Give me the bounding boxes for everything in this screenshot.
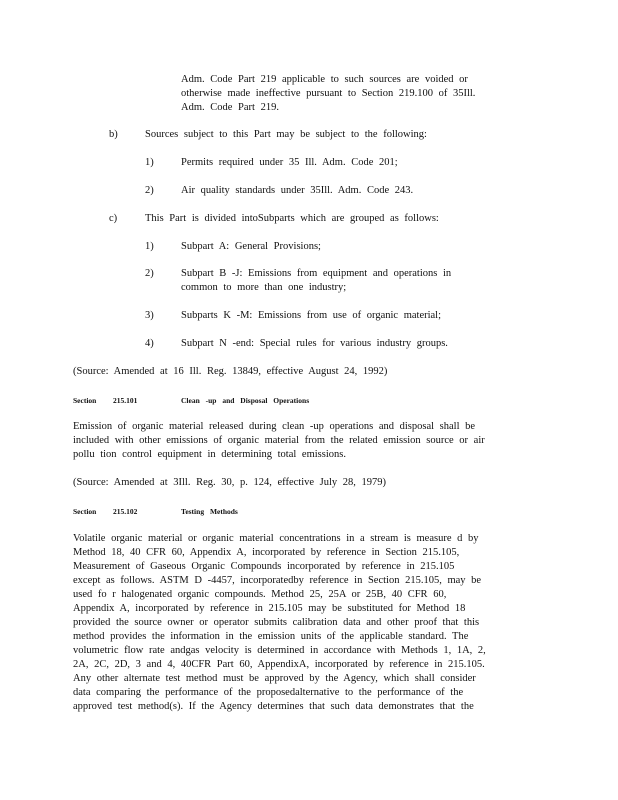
subitem-text: Permits required under 35 Ill. Adm. Code 201; <box>181 157 398 168</box>
item-b-text: Sources subject to this Part may be subject to the following: <box>145 129 427 140</box>
subitem-number: 2) <box>145 185 154 196</box>
paragraph-line: data comparing the performance of the proposedalternative to the performance of the <box>73 687 464 698</box>
paragraph-line: volumetric flow rate andgas velocity is determined in accordance with Methods 1, 1A, 2, <box>73 645 486 656</box>
subitem-number: 1) <box>145 241 154 252</box>
item-marker-b: b) <box>109 129 118 140</box>
paragraph-line: Any other alternate test method must be approved by the Agency, which shall consider <box>73 673 476 684</box>
subitem-text: Subpart B -J: Emissions from equipment and operations in <box>181 268 452 279</box>
paragraph-line: 2A, 2C, 2D, 3 and 4, 40CFR Part 60, AppendixA, incorporated by reference in 215.105. <box>73 659 485 670</box>
paragraph-line: Appendix A, incorporated by reference in 215.105 may be substituted for Method 18 <box>73 603 466 614</box>
section-label: Section <box>73 396 97 405</box>
item-c-text: This Part is divided intoSubparts which are grouped as follows: <box>145 213 439 224</box>
section-title: Testing Methods <box>181 507 238 516</box>
subitem-number: 4) <box>145 338 154 349</box>
paragraph-line: Method 18, 40 CFR 60, Appendix A, incorporated by reference in Section 215.105, <box>73 547 460 558</box>
subitem-number: 1) <box>145 157 154 168</box>
subitem-number: 2) <box>145 268 154 279</box>
paragraph-line: included with other emissions of organic material from the related emission source or air <box>73 435 485 446</box>
section-number: 215.101 <box>113 396 138 405</box>
paragraph-line: approved test method(s). If the Agency determines that such data demonstrates that the <box>73 701 474 712</box>
paragraph-line: pollu tion control equipment in determining total emissions. <box>73 449 346 460</box>
paragraph-line: Volatile organic material or organic material concentrations in a stream is measure d by <box>73 533 479 544</box>
continuation-line: otherwise made ineffective pursuant to Section 219.100 of 35Ill. <box>181 88 476 99</box>
continuation-line: Adm. Code Part 219. <box>181 102 279 113</box>
subitem-number: 3) <box>145 310 154 321</box>
item-marker-c: c) <box>109 213 118 224</box>
paragraph-line: method provides the information in the emission units of the applicable standard. The <box>73 631 469 642</box>
source-note: (Source: Amended at 16 Ill. Reg. 13849, effective August 24, 1992) <box>73 366 388 377</box>
section-number: 215.102 <box>113 507 138 516</box>
paragraph-line: Emission of organic material released during clean -up operations and disposal shall be <box>73 421 476 432</box>
paragraph-line: except as follows. ASTM D -4457, incorporatedby reference in Section 215.105, may be <box>73 575 482 586</box>
subitem-text: Air quality standards under 35Ill. Adm. Code 243. <box>181 185 414 196</box>
continuation-line: Adm. Code Part 219 applicable to such sources are voided or <box>181 74 468 85</box>
paragraph-line: Measurement of Gaseous Organic Compounds incorporated by reference in 215.105 <box>73 561 455 572</box>
subitem-text: common to more than one industry; <box>181 282 347 293</box>
subitem-text: Subpart N -end: Special rules for various industry groups. <box>181 338 448 349</box>
paragraph-line: provided the source owner or operator submits calibration data and other proof that this <box>73 617 480 628</box>
paragraph-line: used fo r halogenated organic compounds. Method 25, 25A or 25B, 40 CFR 60, <box>73 589 447 600</box>
section-title: Clean -up and Disposal Operations <box>181 396 310 405</box>
source-note: (Source: Amended at 3Ill. Reg. 30, p. 124, effective July 28, 1979) <box>73 477 387 488</box>
section-label: Section <box>73 507 97 516</box>
subitem-text: Subparts K -M: Emissions from use of organic material; <box>181 310 442 321</box>
subitem-text: Subpart A: General Provisions; <box>181 241 321 252</box>
